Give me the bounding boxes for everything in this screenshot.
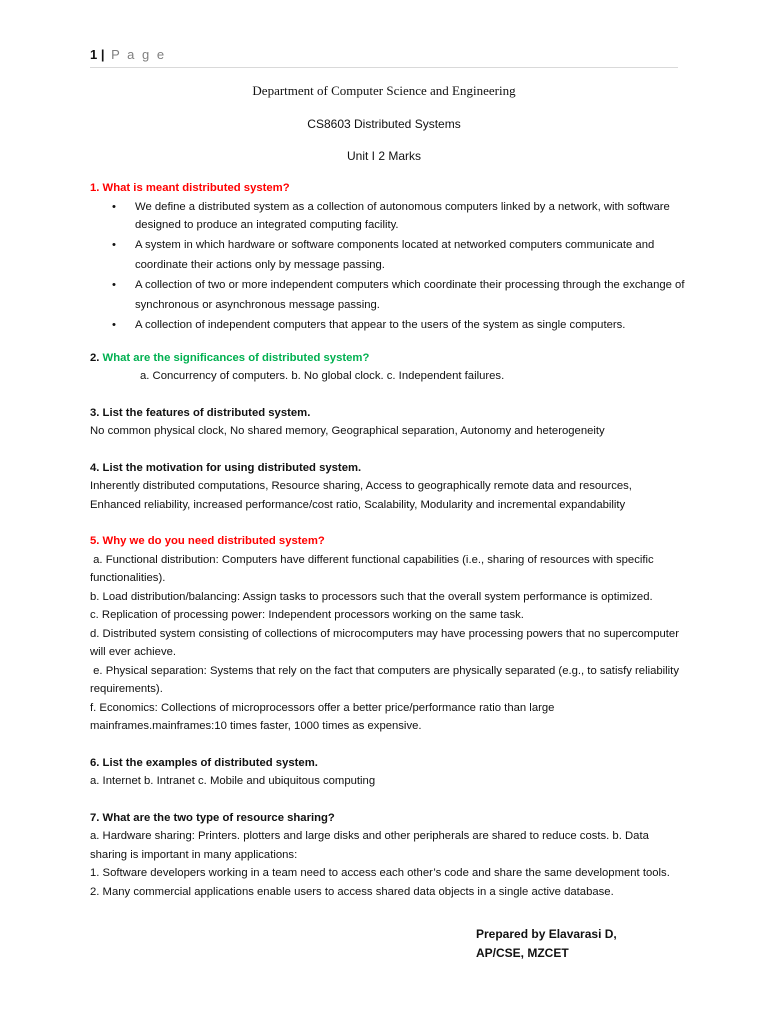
- question-1-bullet: • A system in which hardware or software components located at networked computers communicate and coordinate their actions only by message passing.: [90, 235, 685, 275]
- signature-affiliation: AP/CSE, MZCET: [476, 946, 569, 960]
- question-5-item: f. Economics: Collections of microprocessors offer a better price/performance ratio than large mainframes.mainframes:10 times faster, 1000 times as expensive.: [90, 701, 555, 732]
- unit-title: Unit I 2 Marks: [346, 149, 421, 163]
- question-5-item: d. Distributed system consisting of collections of microcomputers may have processing powers that no supercomputer will ever achieve.: [90, 627, 679, 658]
- question-1-bullet: • We define a distributed system as a collection of autonomous computers linked by a network, with software designed to produce an integrated computing facility.: [90, 198, 685, 235]
- page-separator: |: [100, 47, 105, 62]
- page-header: [90, 47, 678, 68]
- question-3-answer: No common physical clock, No shared memory, Geographical separation, Autonomy and heterogeneity: [90, 425, 605, 437]
- question-4-answer: Inherently distributed computations, Resource sharing, Access to geographically remote data and resources, Enhanced reliability, increased performance/cost ratio, Scalability, Modularity and incremental expandability: [90, 480, 632, 511]
- bullet-icon: •: [112, 318, 116, 331]
- question-7-item: a. Hardware sharing: Printers. plotters and large disks and other peripherals are shared to reduce costs. b. Data sharing is important in many applications:: [90, 830, 649, 861]
- question-3-title: 3. List the features of distributed system.: [90, 406, 311, 419]
- question-2-answer: a. Concurrency of computers. b. No global clock. c. Independent failures.: [140, 370, 505, 382]
- question-1-bullet: • A collection of two or more independent computers which coordinate their processing through the exchange of synchronous or asynchronous message passing.: [90, 275, 685, 315]
- question-6-title: 6. List the examples of distributed system.: [90, 756, 318, 769]
- question-4-title: 4. List the motivation for using distributed system.: [90, 461, 362, 474]
- question-5-title: 5. Why we do you need distributed system?: [90, 535, 325, 547]
- signature-block: [476, 925, 617, 963]
- question-1-title: 1. What is meant distributed system?: [90, 182, 290, 194]
- bullet-icon: •: [112, 278, 116, 291]
- question-7-item: 2. Many commercial applications enable users to access shared data objects in a single active database.: [90, 885, 614, 898]
- question-7-title: 7. What are the two type of resource sharing?: [90, 811, 335, 824]
- question-2-title: 2. What are the significances of distributed system?: [90, 351, 370, 364]
- page-number: 1: [90, 47, 98, 62]
- page-label: P a g e: [111, 47, 167, 62]
- question-5-item: a. Functional distribution: Computers have different functional capabilities (i.e., sharing of resources with specific functionalities).: [90, 553, 657, 584]
- question-5-item: b. Load distribution/balancing: Assign tasks to processors such that the overall system performance is optimized.: [90, 590, 653, 603]
- question-1-bullet: • A collection of independent computers that appear to the users of the system as single computers.: [90, 315, 685, 335]
- question-1-bullets: [90, 198, 685, 335]
- document-body: [90, 179, 685, 901]
- question-5-item: c. Replication of processing power: Independent processors working on the same task.: [90, 609, 524, 621]
- signature-name: Prepared by Elavarasi D,: [476, 927, 617, 941]
- department-title: Department of Computer Science and Engineering: [252, 83, 516, 98]
- course-title: CS8603 Distributed Systems: [307, 117, 461, 131]
- bullet-icon: •: [112, 200, 116, 213]
- question-7-item: 1. Software developers working in a team need to access each other’s code and share the same development tools.: [90, 867, 670, 879]
- question-5-item: e. Physical separation: Systems that rely on the fact that computers are physically separated (e.g., to satisfy reliability requirements).: [90, 664, 683, 695]
- question-6-answer: a. Internet b. Intranet c. Mobile and ubiquitous computing: [90, 775, 376, 787]
- bullet-icon: •: [112, 238, 116, 251]
